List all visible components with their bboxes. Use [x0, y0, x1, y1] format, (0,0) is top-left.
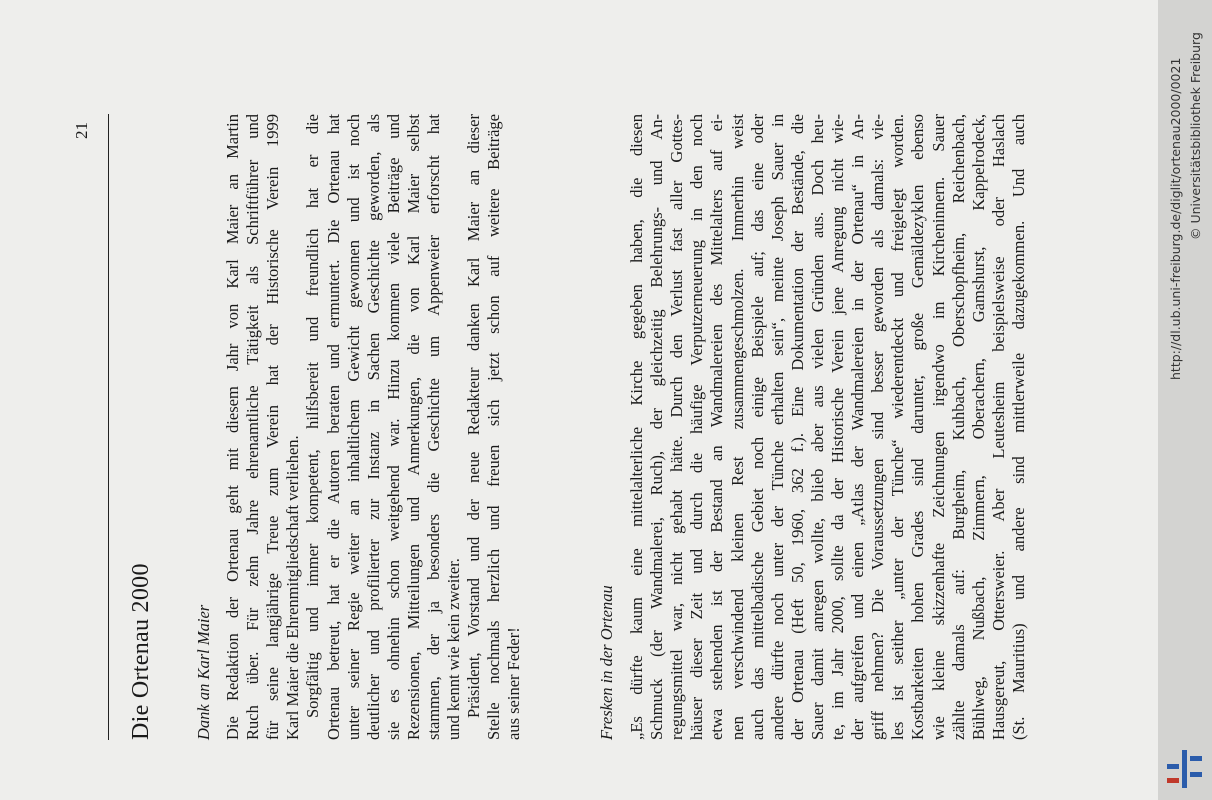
header-rule — [108, 114, 109, 740]
page-number: 21 — [72, 122, 91, 139]
text-line: etwa stehenden ist der Bestand an Wandmalereien des Mittelalters auf ei- — [707, 114, 727, 740]
text-line: stammen, der ja besonders die Geschichte um Appenweier erforscht hat — [424, 114, 443, 740]
copyright-text: © Universitätsbibliothek Freiburg — [1188, 32, 1203, 240]
text-line: regungsmittel war, nicht gehabt hätte. Durch den Verlust fast aller Gottes- — [667, 114, 687, 740]
text-line: griff nehmen? Die Voraussetzungen sind besser geworden als damals: vie- — [868, 114, 888, 740]
text-line: wie kleine skizzenhafte Zeichnungen irgendwo im Kircheninnern. Sauer — [928, 114, 948, 740]
text-line: sie es ohnehin schon weitgehend war. Hinzu kommen viele Beiträge und — [383, 114, 403, 740]
text-line: les ist seither „unter der Tünche“ wiederentdeckt und freigelegt worden. — [888, 114, 908, 740]
text-line: der Ortenau (Heft 50, 1960, 362 f.). Eine Dokumentation der Bestände, die — [787, 114, 807, 740]
text-line: Kostbarkeiten hohen Grades sind darunter, große Gemäldezyklen ebenso — [908, 114, 928, 740]
text-line: häuser dieser Zeit und durch die häufige Verputzerneuerung in den noch — [687, 114, 707, 740]
text-line: Sauer damit anregen wollte, blieb aber aus vielen Gründen aus. Doch heu- — [807, 114, 827, 740]
text-line: Rezensionen, Mitteilungen und Anmerkungen, die von Karl Maier selbst — [403, 114, 423, 740]
text-line: andere dürfte noch unter der Tünche erhalten sein“, meinte Joseph Sauer in — [767, 114, 787, 740]
text-line: Die Redaktion der Ortenau geht mit diesem Jahr von Karl Maier an Martin — [223, 114, 242, 740]
text-line: Schmuck (der Wandmalerei, Ruch), der gleichzeitig Belehrungs- und An- — [647, 114, 667, 740]
text-line: für seine langjährige Treue zum Verein hat der Historische Verein 1999 — [263, 114, 283, 740]
section-heading-fresken: Fresken in der Ortenau — [597, 585, 616, 740]
text-line: aus seiner Feder! — [504, 627, 524, 740]
section-heading-dank: Dank an Karl Maier — [194, 604, 213, 740]
text-line: Ruch über. Für zehn Jahre ehrenamtliche Tätigkeit als Schriftführer und — [243, 114, 263, 740]
text-line: Sorgfältig und immer kompetent, hilfsbereit und freundlich hat er die — [303, 114, 323, 718]
text-line: Stelle nochmals herzlich und freuen sich jetzt schon auf weitere Beiträge — [484, 114, 504, 740]
text-line: nen verschwindend kleinen Rest zusammengeschmolzen. Immerhin weist — [727, 114, 747, 740]
text-line: unter seiner Regie weiter an inhaltlichem Gewicht gewonnen und ist noch — [343, 114, 363, 740]
text-line: und kennt wie kein zweiter. — [444, 558, 464, 740]
text-line: zählte damals auf: Burgheim, Kuhbach, Oberschopfheim, Reichenbach, — [948, 114, 968, 740]
text-line: auch das mittelbadische Gebiet noch einige Beispiele auf; das eine oder — [747, 114, 767, 740]
text-line: Ortenau betreut, hat er die Autoren beraten und ermuntert. Die Ortenau hat — [323, 114, 343, 740]
text-line: deutlicher und profilierter zur Instanz in Sachen Geschichte geworden, als — [363, 114, 383, 740]
text-line: Karl Maier die Ehrenmitgliedschaft verliehen. — [283, 435, 303, 740]
text-line: Präsident, Vorstand und der neue Redakteur danken Karl Maier an dieser — [464, 114, 484, 718]
page-content — [0, 110, 1158, 800]
text-line: der aufgreifen und einen „Atlas der Wandmalereien in der Ortenau“ in An- — [848, 114, 868, 740]
text-line: Hausgereut, Ottersweier. Aber Leutesheim beispielsweise oder Haslach — [988, 114, 1008, 740]
side-caption — [1158, 0, 1212, 800]
text-line: (St. Mauritius) und andere sind mittlerweile dazugekommen. Und auch — [1008, 114, 1028, 740]
text-line: Bühlweg, Nußbach, Zimmern, Oberachern, Gamshurst, Kappelrodeck, — [968, 114, 988, 740]
text-line: „Es dürfte kaum eine mittelalterliche Kirche gegeben haben, die diesen — [627, 114, 646, 740]
source-url-link[interactable]: http://dl.ub.uni-freiburg.de/diglit/ortenau2000/0021 — [1168, 57, 1183, 380]
ub-freiburg-logo-icon — [1163, 748, 1205, 790]
page-title: Die Ortenau 2000 — [128, 563, 154, 740]
text-line: te, im Jahr 2000, sollte da der Historische Verein jene Anregung nicht wie- — [828, 114, 847, 740]
